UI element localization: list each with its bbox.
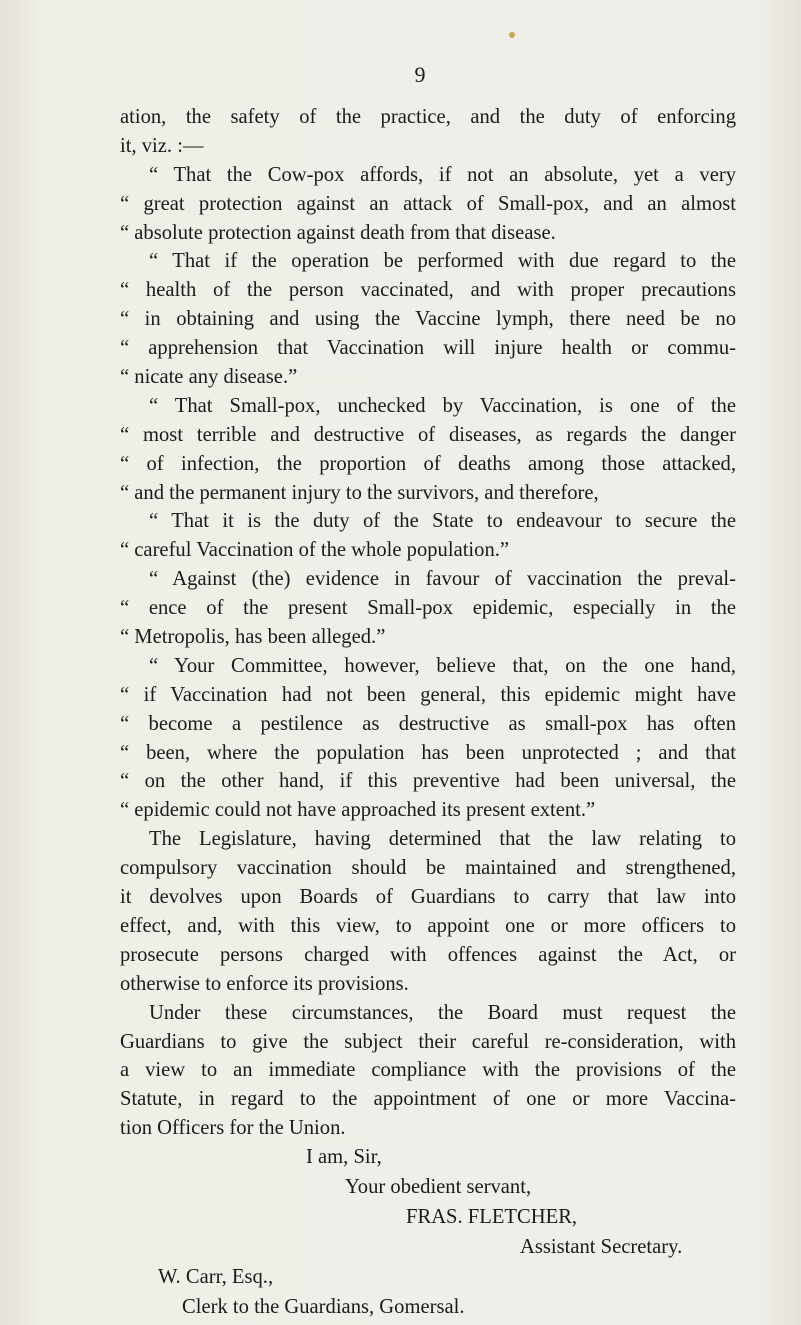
text-line: “ most terrible and destructive of diseases, as regards the danger bbox=[120, 423, 736, 446]
text-line: a view to an immediate compliance with the provisions of the bbox=[120, 1059, 736, 1082]
text-line: “ health of the person vaccinated, and with proper precautions bbox=[120, 279, 736, 302]
valediction: Your obedient servant, bbox=[345, 1175, 532, 1198]
text-line: “ epidemic could not have approached its present extent.” bbox=[120, 799, 596, 822]
text-line: “ That if the operation be performed with due regard to the bbox=[149, 250, 736, 273]
salutation: I am, Sir, bbox=[306, 1146, 382, 1169]
text-line: “ great protection against an attack of Small-pox, and an almost bbox=[120, 192, 736, 215]
text-line: Statute, in regard to the appointment of one or more Vaccina- bbox=[120, 1088, 736, 1111]
text-line: “ apprehension that Vaccination will injure health or commu- bbox=[120, 337, 736, 360]
text-line: “ Your Committee, however, believe that, on the one hand, bbox=[149, 654, 736, 677]
addressee-role: Clerk to the Guardians, Gomersal. bbox=[182, 1295, 465, 1318]
addressee-name: W. Carr, Esq., bbox=[158, 1265, 274, 1288]
text-line: effect, and, with this view, to appoint one or more officers to bbox=[120, 914, 736, 937]
letter-body bbox=[120, 103, 736, 1322]
text-line: it, viz. :— bbox=[120, 134, 204, 157]
text-line: tion Officers for the Union. bbox=[120, 1117, 346, 1140]
ink-spot bbox=[509, 32, 515, 38]
text-line: “ become a pestilence as destructive as small-pox has often bbox=[120, 712, 736, 735]
text-line: “ That it is the duty of the State to endeavour to secure the bbox=[149, 510, 736, 533]
text-line: “ been, where the population has been unprotected ; and that bbox=[120, 741, 736, 764]
text-line: “ and the permanent injury to the survivors, and therefore, bbox=[120, 481, 599, 504]
text-line: “ Against (the) evidence in favour of vaccination the preval- bbox=[149, 568, 736, 591]
text-line: “ in obtaining and using the Vaccine lymph, there need be no bbox=[120, 308, 736, 331]
text-line: “ on the other hand, if this preventive had been universal, the bbox=[120, 770, 736, 793]
text-line: Guardians to give the subject their careful re-consideration, with bbox=[120, 1030, 736, 1053]
text-line: “ ence of the present Small-pox epidemic, especially in the bbox=[120, 597, 736, 620]
signatory-title: Assistant Secretary. bbox=[520, 1235, 683, 1258]
text-line: otherwise to enforce its provisions. bbox=[120, 972, 409, 995]
text-line: “ That the Cow-pox affords, if not an absolute, yet a very bbox=[149, 163, 736, 186]
text-line: “ of infection, the proportion of deaths among those attacked, bbox=[120, 452, 736, 475]
text-line: ation, the safety of the practice, and the duty of enforcing bbox=[120, 106, 736, 128]
body-text bbox=[120, 103, 736, 1143]
closing-block bbox=[120, 1143, 736, 1322]
text-line: “ careful Vaccination of the whole population.” bbox=[120, 539, 510, 562]
text-line: The Legislature, having determined that the law relating to bbox=[149, 828, 736, 851]
text-line: prosecute persons charged with offences against the Act, or bbox=[120, 943, 736, 966]
text-line: compulsory vaccination should be maintained and strengthened, bbox=[120, 857, 736, 880]
page-number: 9 bbox=[414, 62, 426, 87]
text-line: it devolves upon Boards of Guardians to carry that law into bbox=[120, 886, 736, 909]
signatory-name: FRAS. FLETCHER, bbox=[406, 1205, 578, 1228]
text-line: “ nicate any disease.” bbox=[120, 366, 298, 389]
text-line: “ absolute protection against death from that disease. bbox=[120, 221, 556, 244]
text-line: “ That Small-pox, unchecked by Vaccination, is one of the bbox=[149, 394, 736, 417]
text-line: Under these circumstances, the Board must request the bbox=[149, 1001, 736, 1024]
text-line: “ if Vaccination had not been general, this epidemic might have bbox=[120, 683, 736, 706]
text-line: “ Metropolis, has been alleged.” bbox=[120, 626, 386, 649]
